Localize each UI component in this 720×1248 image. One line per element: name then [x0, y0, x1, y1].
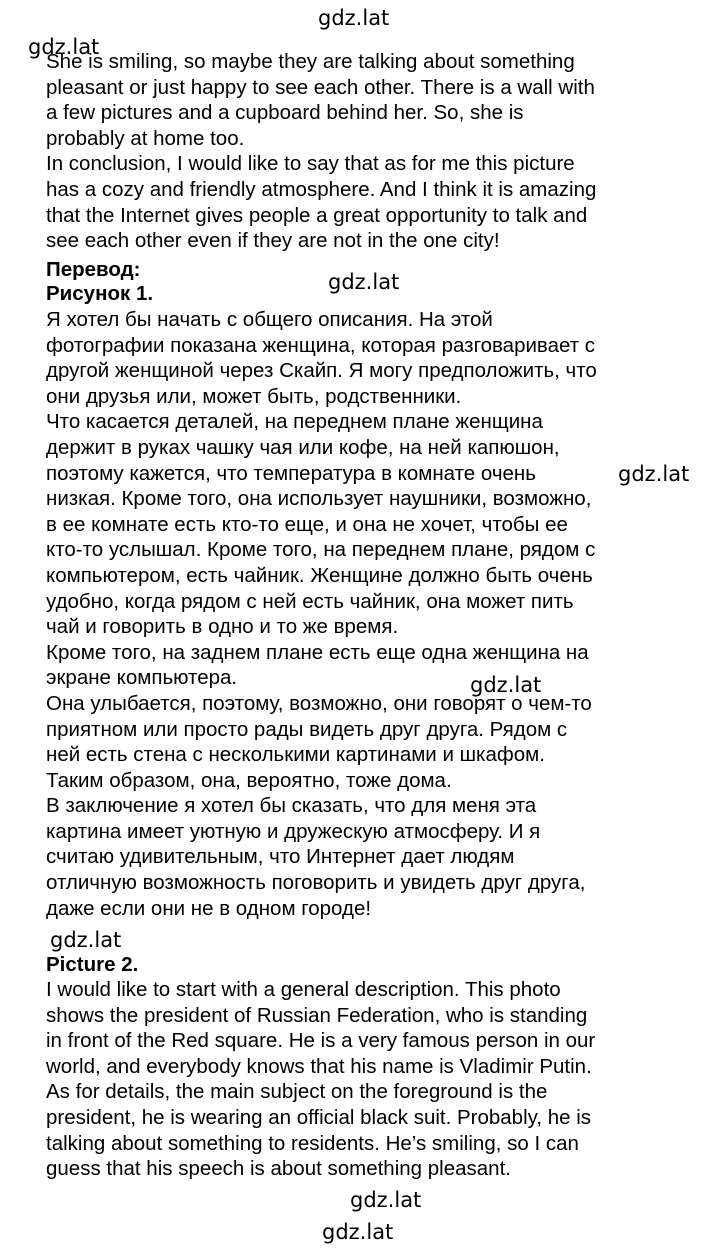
text-line: картина имеет уютную и дружескую атмосферу. И я	[46, 819, 541, 843]
text-line: As for details, the main subject on the foreground is the	[46, 1080, 548, 1104]
text-line: удобно, когда рядом с ней есть чайник, она может пить	[46, 589, 574, 613]
watermark-bottom-2: gdz.lat	[322, 1220, 394, 1244]
text-line: I would like to start with a general description. This photo	[46, 978, 561, 1001]
text-line: that the Internet gives people a great opportunity to talk and	[46, 203, 588, 227]
english-part1	[46, 49, 706, 254]
watermark-mid-4: gdz.lat	[50, 928, 122, 952]
text-line: считаю удивительным, что Интернет дает людям	[46, 845, 515, 869]
text-line: экране компьютера.	[46, 666, 238, 690]
text-line: Я хотел бы начать с общего описания. На этой	[46, 308, 493, 331]
text-line: in front of the Red square. He is a very famous person in our	[46, 1029, 596, 1053]
translation-text	[46, 307, 706, 921]
text-line: они друзья или, может быть, родственники.	[46, 384, 462, 408]
picture2-heading: Picture 2.	[46, 953, 139, 976]
watermark-top: gdz.lat	[318, 6, 390, 30]
text-line: pleasant or just happy to see each other. There is a wall with	[46, 75, 595, 99]
text-line: даже если они не в одном городе!	[46, 896, 372, 920]
text-line: Она улыбается, поэтому, возможно, они говорят о чем-то	[46, 691, 592, 715]
text-line: фотографии показана женщина, которая разговаривает с	[46, 333, 596, 357]
picture2-text	[46, 977, 706, 1182]
text-line: другой женщиной через Скайп. Я могу предположить, что	[46, 359, 597, 383]
text-line: чай и говорить в одно и то же время.	[46, 615, 399, 639]
watermark-top-left: gdz.lat	[28, 35, 100, 59]
text-line: В заключение я хотел бы сказать, что для меня эта	[46, 794, 537, 818]
text-line: probably at home too.	[46, 126, 245, 150]
text-line: низкая. Кроме того, она использует наушники, возможно,	[46, 487, 592, 511]
text-line: Что касается деталей, на переднем плане женщина	[46, 410, 543, 434]
text-line: приятном или просто рады видеть друг друга. Рядом с	[46, 717, 568, 741]
text-line: в ее комнате есть кто-то еще, и она не хочет, чтобы ее	[46, 512, 568, 536]
picture2-section	[46, 953, 706, 977]
text-line: talking about something to residents. He’s smiling, so I can	[46, 1131, 579, 1155]
text-line: guess that his speech is about something pleasant.	[46, 1157, 511, 1181]
text-line: has a cozy and friendly atmosphere. And I think it is amazing	[46, 177, 597, 201]
text-line: кто-то услышал. Кроме того, на переднем плане, рядом с	[46, 538, 596, 562]
text-line: Кроме того, на заднем плане есть еще одна женщина на	[46, 640, 589, 664]
text-line: компьютером, есть чайник. Женщине должно быть очень	[46, 563, 593, 587]
translation-heading: Перевод:	[46, 258, 141, 281]
text-line: поэтому кажется, что температура в комнате очень	[46, 461, 536, 485]
text-line: держит в руках чашку чая или кофе, на ней капюшон,	[46, 435, 560, 459]
watermark-bottom-1: gdz.lat	[350, 1188, 422, 1212]
text-line: president, he is wearing an official black suit. Probably, he is	[46, 1105, 592, 1129]
text-line: She is smiling, so maybe they are talking about something	[46, 50, 575, 73]
text-line: world, and everybody knows that his name is Vladimir Putin.	[46, 1054, 592, 1078]
watermark-mid-1: gdz.lat	[328, 270, 400, 294]
text-line: In conclusion, I would like to say that as for me this picture	[46, 152, 575, 176]
watermark-mid-3: gdz.lat	[470, 673, 542, 697]
text-line: Таким образом, она, вероятно, тоже дома.	[46, 768, 452, 792]
watermark-mid-2: gdz.lat	[618, 462, 690, 486]
text-line: see each other even if they are not in the one city!	[46, 229, 500, 253]
text-line: a few pictures and a cupboard behind her. So, she is	[46, 101, 524, 125]
text-line: отличную возможность поговорить и увидеть друг друга,	[46, 871, 586, 895]
text-line: shows the president of Russian Federation, who is standing	[46, 1003, 588, 1027]
text-line: ней есть стена с несколькими картинами и шкафом.	[46, 743, 545, 767]
picture1-heading-ru: Рисунок 1.	[46, 282, 154, 305]
